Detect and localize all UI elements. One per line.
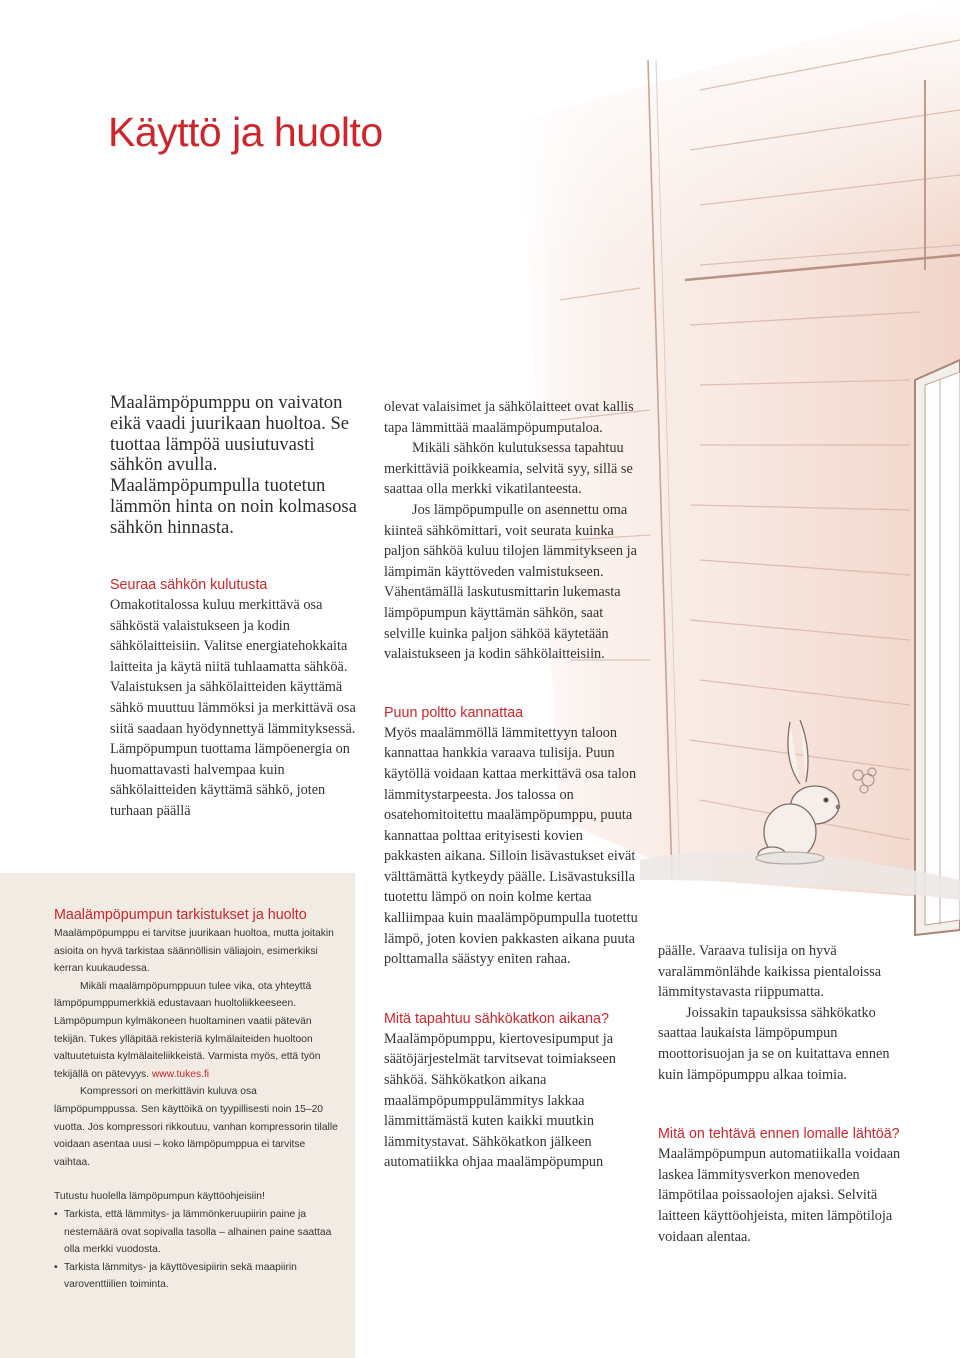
window-frame	[915, 360, 960, 935]
list-item: • Tarkista, että lämmitys- ja lämmönkeruupiirin paine ja nestemäärä ovat sopivalla tasolla – alhainen paine saattaa olla merkki vuodosta.	[54, 1206, 339, 1259]
sidebar-tip: Tutustu huolella lämpöpumpun käyttöohjeisiin!	[54, 1191, 265, 1203]
sidebar-paragraph	[54, 978, 339, 1084]
column-1	[110, 575, 357, 822]
section-heading-power-outage: Mitä tapahtuu sähkökatkon aikana?	[384, 1010, 609, 1027]
list-item: • Tarkista lämmitys- ja käyttövesipiirin sekä maapiirin varoventtiilien toiminta.	[54, 1259, 339, 1294]
paragraph: Myös maalämmöllä lämmitettyyn taloon kannattaa hankkia varaava tulisija. Puun käytöllä voidaan kattaa merkittävä osa talon lämmitystarpeesta. Jos talossa on osatehomitoitettu maalämpöpumppu, puuta kannattaa polttaa erityisesti kovien pakkasten aikana. Silloin lisävastukset eivät välttämättä kytkeydy päälle. Lisävastuksilla tuotettu lämpö on noin kolme kertaa kalliimpaa kuin maalämpöpumpulla tuotettu lämpö, joten kovien pakkasten aikana puuta polttamalla säästyy eniten rahaa.	[384, 724, 638, 968]
column-2	[384, 397, 639, 1173]
tukes-link[interactable]: www.tukes.fi	[151, 1068, 210, 1080]
checklist	[54, 1206, 339, 1294]
bullet-icon: •	[54, 1261, 58, 1273]
paragraph: Maalämpöpumppu, kiertovesipumput ja säätöjärjestelmät tarvitsevat toimiakseen sähköä. Sähkökatkon aikana maalämpöpumppulämmitys lakkaa lämmittämästä kuten kaikki muutkin lämmitystavat. Sähkökatkon jälkeen automatiikka ohjaa maalämpöpumpun	[384, 1030, 616, 1171]
paragraph: päälle. Varaava tulisija on hyvä varalämmönlähde kaikissa pientaloissa lämmitystavasta riippumatta.	[658, 943, 882, 1001]
section-heading-vacation: Mitä on tehtävä ennen lomalle lähtöä?	[658, 1126, 900, 1143]
lead-paragraph: Maalämpöpumppu on vaivaton eikä vaadi juurikaan huoltoa. Se tuottaa lämpöä uusiutuvasti sähkön avulla. Maalämpöpumpulla tuotetun lämmön hinta on noin kolmasosa sähkön hinnasta.	[110, 392, 357, 538]
sidebar-paragraph: Kompressori on merkittävin kuluva osa lämpöpumppussa. Sen käyttöikä on tyypillisesti noin 15–20 vuotta. Jos kompressori rikkoutuu, vanhan kompressorin tilalle voidaan asentaa uusi – koko lämpöpumppua ei tarvitse vaihtaa.	[54, 1086, 338, 1168]
maintenance-sidebar	[0, 873, 355, 1358]
section-heading-wood-burning: Puun poltto kannattaa	[384, 704, 524, 721]
paragraph: Joissakin tapauksissa sähkökatko saattaa laukaista lämpöpumpun moottorisuojan ja se on kuitattava ennen kuin lämpöpumppu alkaa toimia.	[658, 1004, 890, 1083]
column-3	[658, 941, 913, 1247]
paragraph: Jos lämpöpumpulle on asennettu oma kiinteä sähkömittari, voit seurata kuinka paljon sähköä kuluu tilojen lämmitykseen ja lämpimän käyttöveden valmistukseen. Vähentämällä laskutusmittarin lukemasta lämpöpumpun käyttämän sähkön, saat selville kuinka paljon sähköä käytetään valaistukseen ja kodin sähkölaitteisiin.	[384, 501, 637, 663]
sidebar-paragraph: Maalämpöpumppu ei tarvitse juurikaan huoltoa, mutta joitakin asioita on hyvä tarkistaa säännöllisin väliajoin, esimerkiksi kerran kuukaudessa.	[54, 928, 334, 975]
paragraph: Mikäli sähkön kulutuksessa tapahtuu merkittäviä poikkeamia, selvitä syy, sillä se saattaa olla merkki vikatilanteesta.	[384, 440, 633, 498]
section-heading-electricity: Seuraa sähkön kulutusta	[110, 577, 268, 593]
paragraph: Maalämpöpumpun automatiikalla voidaan laskea lämmitysverkon menoveden lämpötilaa poissaolojen ajaksi. Selvitä laitteen käyttöohjeista, miten lämpötiloja voidaan alentaa.	[658, 1146, 901, 1245]
page-title: Käyttö ja huolto	[108, 109, 383, 155]
sidebar-heading: Maalämpöpumpun tarkistukset ja huolto	[54, 907, 307, 923]
bullet-icon: •	[54, 1208, 58, 1220]
paragraph: Omakotitalossa kuluu merkittävä osa sähköstä valaistukseen ja kodin sähkölaitteisiin. Valitse energiatehokkaita laitteita ja käytä niitä tuhlaamatta sähköä. Valaistuksen ja sähkölaitteiden käyttämä sähkö muuttuu lämmöksi ja merkittävä osa siitä saadaan hyödynnettyä lämmityksessä. Lämpöpumpun tuottama lämpöenergia on huomattavasti halvempaa kuin sähkölaitteiden käyttämä sähkö, joten turhaan päällä	[110, 597, 356, 819]
paragraph: olevat valaisimet ja sähkölaitteet ovat kallis tapa lämmittää maalämpöpumputaloa.	[384, 399, 634, 436]
sidebar-text: Mikäli maalämpöpumppuun tulee vika, ota yhteyttä lämpöpumppumerkkiä edustavaan huoltoliikkeeseen. Lämpöpumpun kylmäkoneen huoltaminen vaatii pätevän tekijän. Tukes ylläpitää rekisteriä kylmälaiteiden huoltoon valtuutetuista kylmälaiteliikkeistä. Varmista myös, että työn tekijällä on pätevyys.	[54, 980, 321, 1080]
